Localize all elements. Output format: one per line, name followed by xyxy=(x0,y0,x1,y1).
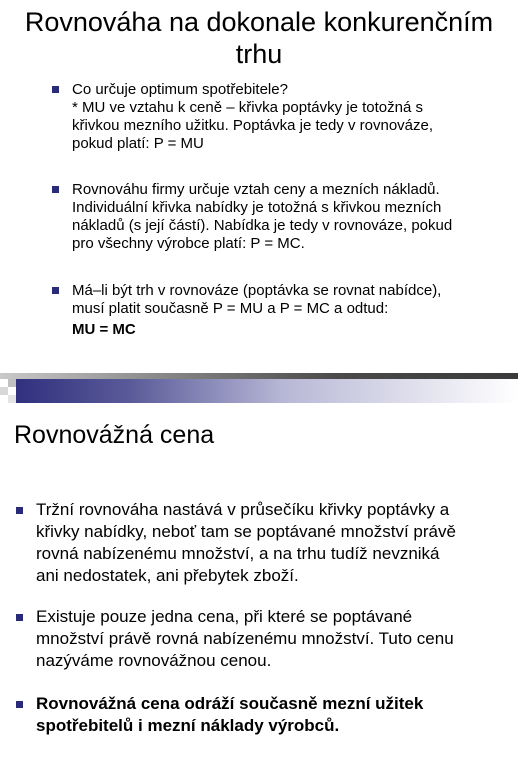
deco-square xyxy=(0,387,8,395)
deco-square xyxy=(0,395,8,403)
deco-square xyxy=(8,379,16,387)
slide1-title-line2: trhu xyxy=(235,39,283,69)
text-line: křivkou mezního užitku. Poptávka je tedy v rovnováze, xyxy=(72,117,434,134)
text-line: rovná nabízenému množství, a na trhu tudíž nevzniká xyxy=(36,544,440,563)
slide2-bullet1 xyxy=(36,499,498,587)
bullet-square-icon xyxy=(52,86,59,93)
text-line: množství právě rovná nabízenému množství. Tuto cenu xyxy=(36,629,454,648)
slide-header-band xyxy=(0,379,518,403)
slide1-title xyxy=(20,6,498,70)
bullet-square-icon xyxy=(52,186,59,193)
text-line: nazýváme rovnovážnou cenou. xyxy=(36,651,272,670)
bullet-square-icon xyxy=(16,507,23,514)
text-line: pokud platí: P = MU xyxy=(72,135,204,152)
bullet-square-icon xyxy=(52,287,59,294)
slide2-title: Rovnovážná cena xyxy=(14,421,215,449)
slide1-bullet2 xyxy=(72,181,508,253)
text-line: * MU ve vztahu k ceně – křivka poptávky je totožná s xyxy=(72,99,423,116)
slide2-bullet2 xyxy=(36,606,498,672)
text-line: nákladů (s její částí). Nabídka je tedy v rovnováze, pokud xyxy=(72,217,453,234)
slide1-title-line1: Rovnováha na dokonale konkurenčním xyxy=(24,7,494,37)
equation-mu-mc: MU = MC xyxy=(72,321,136,338)
text-line: Co určuje optimum spotřebitele? xyxy=(72,81,288,98)
deco-square xyxy=(0,379,8,387)
bullet-square-icon xyxy=(16,614,23,621)
text-line: spotřebitelů i mezní náklady výrobců. xyxy=(36,716,340,735)
slide2-bullet3 xyxy=(36,693,498,737)
text-line: Existuje pouze jedna cena, při které se poptávané xyxy=(36,607,413,626)
text-line: Rovnováhu firmy určuje vztah ceny a mezních nákladů. xyxy=(72,181,440,198)
text-line: Tržní rovnováha nastává v průsečíku křivky poptávky a xyxy=(36,500,450,519)
text-line: musí platit současně P = MU a P = MC a odtud: xyxy=(72,300,389,317)
slide1-bullet3 xyxy=(72,282,508,339)
text-line: křivky nabídky, neboť tam se poptávané množství právě xyxy=(36,522,456,541)
slide1-bullet1 xyxy=(72,81,508,153)
text-line: pro všechny výrobce platí: P = MC. xyxy=(72,235,305,252)
deco-square xyxy=(8,387,16,395)
text-line: Rovnovážná cena odráží současně mezní užitek xyxy=(36,694,424,713)
text-line: Individuální křivka nabídky je totožná s křivkou mezních xyxy=(72,199,442,216)
text-line: ani nedostatek, ani přebytek zboží. xyxy=(36,566,299,585)
text-line: Má–li být trh v rovnováze (poptávka se rovnat nabídce), xyxy=(72,282,442,299)
deco-square xyxy=(8,395,16,403)
bullet-square-icon xyxy=(16,701,23,708)
